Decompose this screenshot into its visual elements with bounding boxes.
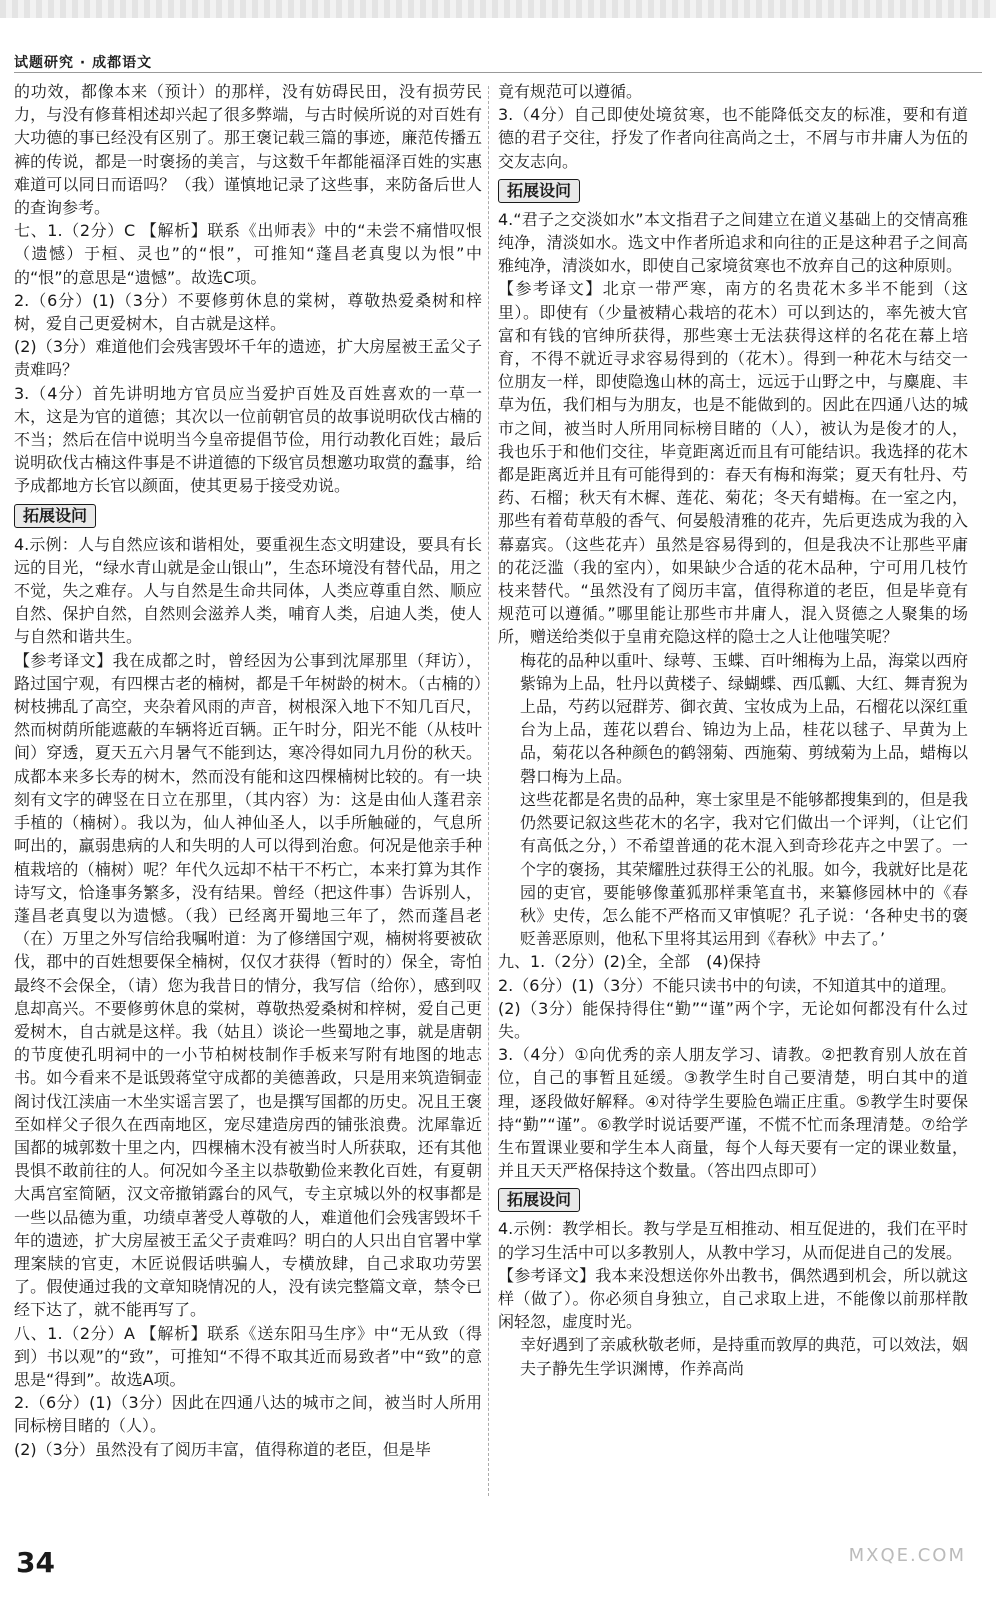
q8-3: 3.（4分）自己即使处境贫寒，也不能降低交友的标准，要和有道德的君子交往，抒发了作者向往高尚之士，不屑与市井庸人为伍的交友志向。: [498, 105, 968, 171]
left-column: [14, 80, 482, 1570]
extension-title-2: 拓展设问: [498, 179, 580, 203]
q7-2b: (2)（3分）难道他们会残害毁坏千年的遗迹，扩大房屋被王孟父子责难吗？: [14, 337, 482, 380]
translation-1: 【参考译文】我在成都之时，曾经因为公事到沈犀那里（拜访），路过国宁观，有四棵古老的楠树，都是千年树龄的树木。（古楠的）树枝拂乱了高空，夹杂着风雨的声音，树根深入地下不知几百尺，然而树荫所能遮蔽的车辆将近百辆。正午时分，阳光不能（从枝叶间）穿透，夏天五六月暑气不能到达，寒冷得如同九月份的秋天。成都本来多长寿的树木，然而没有能和这四棵楠树比较的。有一块刻有文字的碑竖在日立在那里，（其内容）为：这是由仙人蓬君亲手植的（楠树）。我以为，仙人神仙圣人，以手所触碰的，气息所呵出的，羸弱患病的人和失明的人可以得到治愈。何况是他亲手种植栽培的（楠树）呢？年代久远却不枯干不朽亡，本来打算为其作诗写文，恰逢事务繁多，没有结果。曾经（把这件事）告诉别人，蓬昌老真叟以为遗憾。（我）已经离开蜀地三年了，然而蓬昌老（在）万里之外写信给我嘱咐道：为了修缮国宁观，楠树将要被砍伐，郡中的百姓想要保全楠树，仅仅才获得（暂时的）保全，寄怕最终不会保全，（请）您为我昔日的情分，我写信（给你），感到叹息却高兴。不要修剪休息的棠树，尊敬热爱桑树和梓树，爱自己更爱树木，自古就是这样。我（姑且）谈论一些蜀地之事，就是唐朝的节度使孔明祠中的一小节柏树枝制作手板来写附有地图的地志书。如今看来不是诋毁蒋堂守成都的美德善政，只是用来筑造铜壶阁讨伐江渎庙一木坐实谣言罢了，也是撰写国都的历史。况且王褒至如样父子很久在西南地区，宠尽建造房西的铺张浪费。沈犀靠近国都的城郭数十里之内，四棵楠木没有被当时人所获取，还有其他畏惧不敢前往的人。何况如今圣主以恭敬勤俭来教化百姓，有夏朝大禹宫室简陋，汉文帝撤销露台的风气，专主京城以外的权事都是一些以品德为重，功绩卓著受人尊敬的人，难道他们会残害毁坏千年的遗迹，扩大房屋被王孟父子责难吗？明白的人只出自官署中掌理案牍的官吏，木匠说假话哄骗人，专横放肆，自己求取功劳罢了。假使通过我的文章知晓情况的人，没有读完整篇文章，禁令已经下达了，就不能再写了。: [14, 650, 482, 1320]
q9-1: 九、1.（2分）(2)全，全部 (4)保持: [498, 952, 761, 972]
translation-3a: 【参考译文】我本来没想送你外出教书，偶然遇到机会，所以就这样（做了）。你必须自身独立，自己求取上进，不能像以前那样散闲轻忽，虚度时光。: [498, 1265, 968, 1332]
q8-2b: (2)（3分）虽然没有了阅历丰富，值得称道的老臣，但是毕: [14, 1439, 431, 1459]
q7-3: 3.（4分）首先讲明地方官员应当爱护百姓及百姓喜欢的一草一木，这是为官的道德；其次以一位前朝官员的故事说明砍伐古楠的不当；然后在信中说明当今皇帝提倡节俭，用行动教化百姓；最后说明砍伐古楠这件事是不讲道德的下级官员想邀功取赏的蠢事，给予成都地方长官以颜面，使其更易于接受劝说。: [14, 383, 482, 496]
top-scan-band: [0, 0, 996, 18]
running-header: 试题研究 · 成都语文: [14, 55, 153, 71]
extension-title-3: 拓展设问: [498, 1188, 580, 1212]
translation-2c: 这些花都是名贵的品种，寒士家里是不能够都搜集到的，但是我仍然要记叙这些花木的名字，我对它们做出一个评判，（让它们有高低之分，）不希望普通的花木混入到奇珍花卉之中罢了。一个字的褒扬，其荣耀胜过获得王公的礼服。如今，我就好比是花园的吏官，要能够像董狐那样秉笔直书，来纂修园林中的《春秋》史传，怎么能不严格而又审慎呢？孔子说：‘各种史书的褒贬善恶原则，他私下里将其运用到《春秋》中去了。’: [520, 789, 968, 949]
translation-2b: 梅花的品种以重叶、绿萼、玉蝶、百叶缃梅为上品，海棠以西府紫锦为上品，牡丹以黄楼子、绿蝴蝶、西瓜瓤、大红、舞青猊为上品，芍药以冠群芳、御衣黄、宝妆成为上品，石榴花以深红重台为上品，莲花以碧台、锦边为上品，桂花以毬子、早黄为上品，菊花以各种颜色的鹤翎菊、西施菊、剪绒菊为上品，蜡梅以磬口梅为上品。: [520, 650, 968, 786]
q8-1: 八、1.（2分）A 【解析】联系《送东阳马生序》中“无从致（得到）书以观”的“致”，可推知“不得不取其近而易致者”中“致”的意思是“得到”。故选A项。: [14, 1323, 482, 1389]
q8-4: 4.“君子之交淡如水”本文指君子之间建立在道义基础上的交情高雅纯净，清淡如水。选文中作者所追求和向往的正是这种君子之间高雅纯净，清淡如水，即使自己家境贫寒也不放弃自己的这种原则。: [498, 209, 968, 276]
watermark: MXQE.COM: [848, 1545, 966, 1566]
q7-1: 七、1.（2分）C 【解析】联系《出师表》中的“未尝不痛惜叹恨（遗憾）于桓、灵也”的“恨”，可推知“蓬昌老真叟以为恨”中的“恨”的意思是“遗憾”。故选C项。: [14, 221, 482, 287]
extension-title-1: 拓展设问: [14, 504, 96, 528]
q9-2a: 2.（6分）(1)（3分）不能只读书中的句读，不知道其中的道理。: [498, 975, 957, 995]
left-para-1: 的功效，都像本来（预计）的那样，没有妨碍民田，没有损劳民力，与没有修葺相述却兴起了很多弊端，与古时候所说的对百姓有大功德的事已经没有区别了。那王褒记载三篇的事迹，廉范传播五裤的传说，都是一时褒扬的美言，与这数千年都能福泽百姓的实惠难道可以同日而语吗？（我）谨慎地记录了这些事，来防备后世人的查询参考。: [14, 82, 482, 218]
q9-4: 4.示例：教学相长。教与学是互相推动、相互促进的，我们在平时的学习生活中可以多教别人，从教中学习，从而促进自己的发展。: [498, 1219, 968, 1262]
q7-4: 4.示例：人与自然应该和谐相处，要重视生态文明建设，要具有长远的目光，“绿水青山就是金山银山”，生态环境没有替代品，用之不觉，失之难存。人与自然是生命共同体，人类应尊重自然、顺应自然、保护自然，自然则会滋养人类，哺育人类，启迪人类，使人与自然和谐共生。: [14, 534, 482, 647]
page-number: 34: [16, 1546, 55, 1579]
q7-2a: 2.（6分）(1)（3分）不要修剪休息的棠树，尊敬热爱桑树和梓树，爱自己更爱树木，自古就是这样。: [14, 290, 482, 334]
translation-2a: 【参考译文】北京一带严寒，南方的名贵花木多半不能到（这里）。即使有（少量被精心栽培的花木）可以到达的，率先被大官富和有钱的官绅所获得，那些寒士无法获得这样的名花在幕上培育，不得不就近寻求容易得到的（花木）。得到一种花木与结交一位朋友一样，即使隐逸山林的高士，远远于山野之中，与麋鹿、丰草为伍，我们相与为朋友，也是不能做到的。因此在四通八达的城市之间，被当时人所用同标榜目睹的（人），被认为是俊才的人，我也乐于和他们交往，毕竟距离近而且有可能结识。我选择的花木都是距离近并且有可能得到的：春天有梅和海棠；夏天有牡丹、芍药、石榴；秋天有木樨、莲花、菊花；冬天有蜡梅。在一室之内，那些有着荀草般的香气、何晏般清雅的花卉，先后更迭成为我的入幕嘉宾。（这些花卉）虽然是容易得到的，但是我决不让那些平庸的花泛滥（我的室内），如果缺少合适的花木品种，宁可用几枝竹枝来替代。“虽然没有了阅历丰富，值得称道的老臣，但是毕竟有规范可以遵循。”哪里能让那些市井庸人，混入贤德之人聚集的场所，赠送给类似于皇甫充隐这样的隐士之人让他嗤笑呢？: [498, 279, 968, 647]
q9-2b: (2)（3分）能保持得住“勤”“谨”两个字，无论如何都没有什么过失。: [498, 998, 968, 1041]
translation-3b: 幸好遇到了亲戚秋敬老师，是持重而敦厚的典范，可以效法，姻夫子静先生学识渊博，作养高尚: [520, 1335, 968, 1378]
q8-2a: 2.（6分）(1)（3分）因此在四通八达的城市之间，被当时人所用同标榜目睹的（人）。: [14, 1393, 482, 1436]
right-para-1: 竟有规范可以遵循。: [498, 82, 643, 101]
right-column: [498, 80, 968, 1570]
column-divider: [488, 86, 489, 1496]
header-rule: [14, 72, 982, 73]
q9-3: 3.（4分）①向优秀的亲人朋友学习、请教。②把教育别人放在首位，自己的事暂且延缓。③教学生时自己要清楚，明白其中的道理，逐段做好解释。④对待学生要脸色端正庄重。⑤教学生时要保持“勤”“谨”。⑥教学时说话要严谨，不慌不忙而条理清楚。⑦给学生布置课业要和学生本人商量，每个人每天要有一定的课业数量，并且天天严格保持这个数量。（答出四点即可）: [498, 1045, 968, 1181]
